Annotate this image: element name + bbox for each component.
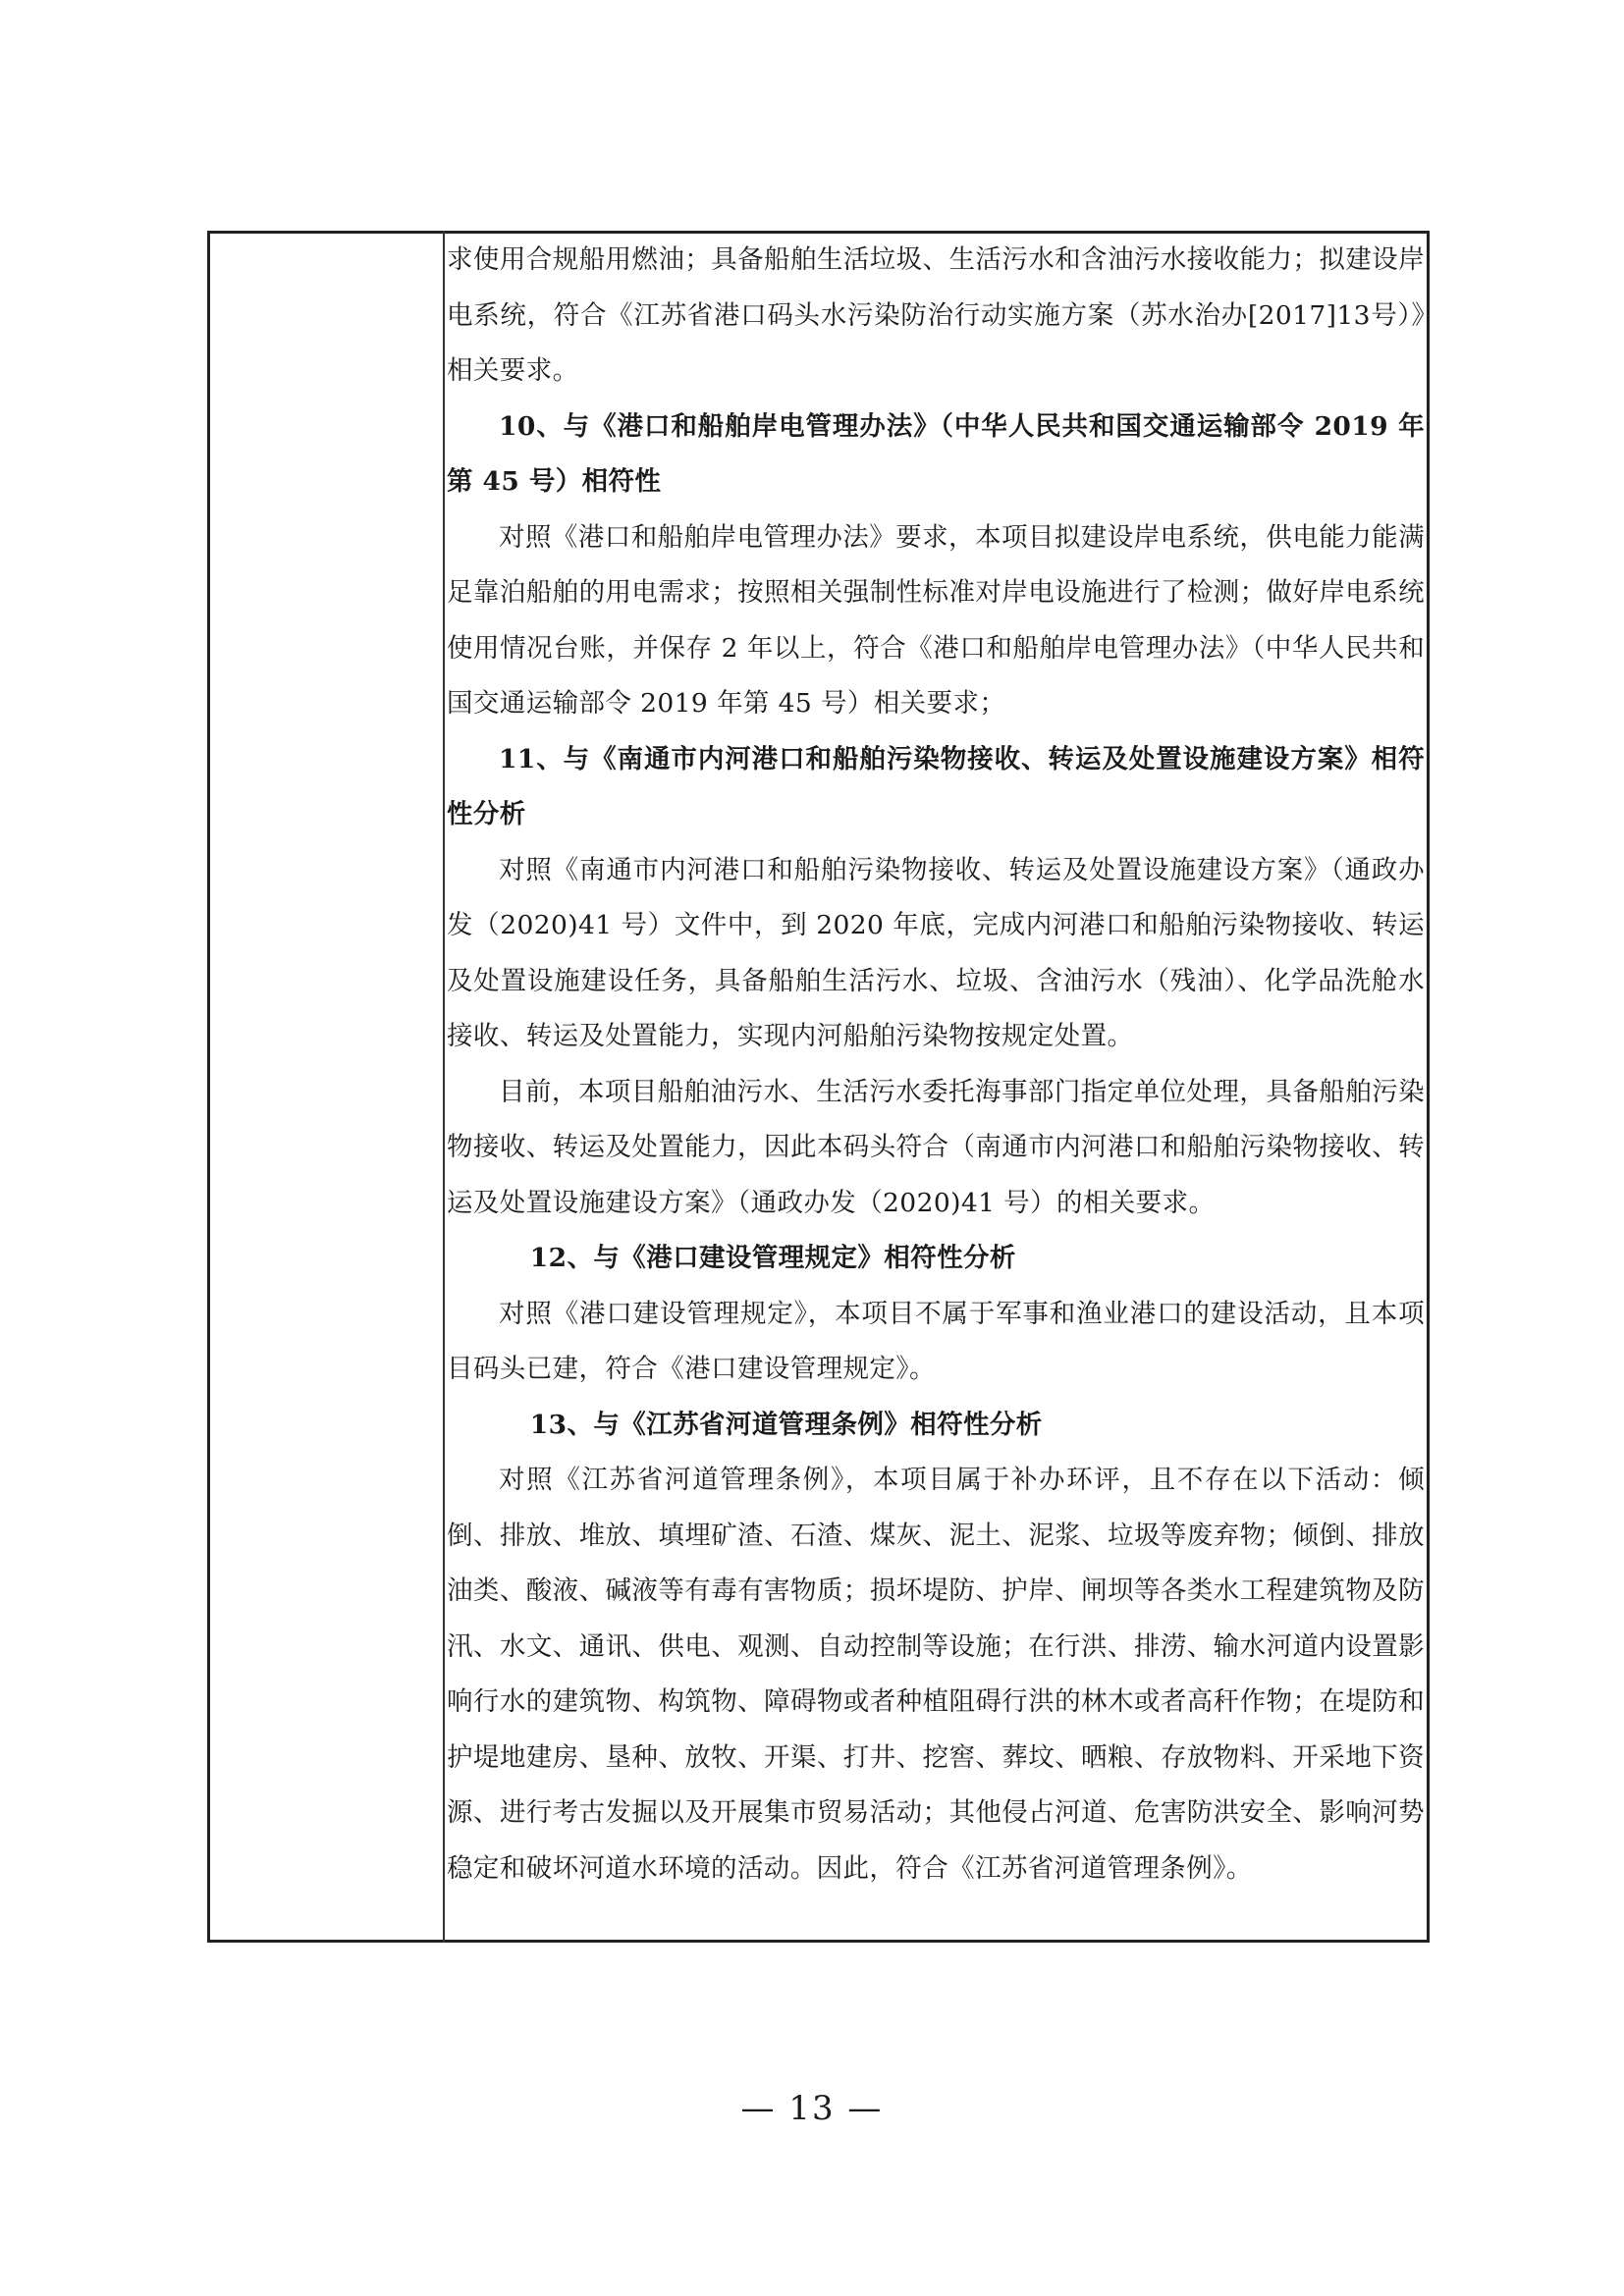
paragraph-port-construction: 对照《港口建设管理规定》，本项目不属于军事和渔业港口的建设活动，且本项目码头已建，符合《港口建设管理规定》。 [447, 1298, 1425, 1384]
section-heading-10: 10、与《港口和船舶岸电管理办法》（中华人民共和国交通运输部令 2019 年第 45 号）相符性 [447, 410, 1425, 497]
column-divider [443, 231, 445, 1943]
section-heading-13: 13、与《江苏省河道管理条例》相符性分析 [529, 1409, 1043, 1440]
section-heading-11: 11、与《南通市内河港口和船舶污染物接收、转运及处置设施建设方案》相符性分析 [447, 743, 1425, 829]
section-heading-12: 12、与《港口建设管理规定》相符性分析 [529, 1243, 1016, 1273]
paragraph-continuation: 求使用合规船用燃油；具备船舶生活垃圾、生活污水和含油污水接收能力；拟建设岸电系统，符合《江苏省港口码头水污染防治行动实施方案（苏水治办[2017]13号）》相关要求。 [447, 244, 1425, 386]
paragraph-river-regulation: 对照《江苏省河道管理条例》，本项目属于补办环评，且不存在以下活动：倾倒、排放、堆放、填埋矿渣、石渣、煤灰、泥土、泥浆、垃圾等废弃物；倾倒、排放油类、酸液、碱液等有毒有害物质；损坏堤防、护岸、闸坝等各类水工程建筑物及防汛、水文、通讯、供电、观测、自动控制等设施；在行洪、排涝、输水河道内设置影响行水的建筑物、构筑物、障碍物或者种植阻碍行洪的林木或者高秆作物；在堤防和护堤地建房、垦种、放牧、开渠、打井、挖窖、葬坟、晒粮、存放物料、开采地下资源、进行考古发掘以及开展集市贸易活动；其他侵占河道、危害防洪安全、影响河势稳定和破坏河道水环境的活动。因此，符合《江苏省河道管理条例》。 [447, 1465, 1425, 1884]
table-content-cell [447, 233, 1425, 1941]
paragraph-current-status: 目前，本项目船舶油污水、生活污水委托海事部门指定单位处理，具备船舶污染物接收、转运及处置能力，因此本码头符合（南通市内河港口和船舶污染物接收、转运及处置设施建设方案》（通政办发（2020)41 号）的相关要求。 [447, 1076, 1425, 1218]
page-number: — 13 — [740, 2089, 884, 2128]
paragraph-shore-power: 对照《港口和船舶岸电管理办法》要求，本项目拟建设岸电系统，供电能力能满足靠泊船舶的用电需求；按照相关强制性标准对岸电设施进行了检测；做好岸电系统使用情况台账，并保存 2 年以上，符合《港口和船舶岸电管理办法》（中华人民共和国交通运输部令 2019 年第 45 号）相关要求； [447, 521, 1425, 719]
paragraph-nantong-plan: 对照《南通市内河港口和船舶污染物接收、转运及处置设施建设方案》（通政办发（2020)41 号）文件中，到 2020 年底，完成内河港口和船舶污染物接收、转运及处置设施建设任务，具备船舶生活污水、垃圾、含油污水（残油）、化学品洗舱水接收、转运及处置能力，实现内河船舶污染物按规定处置。 [447, 854, 1425, 1051]
